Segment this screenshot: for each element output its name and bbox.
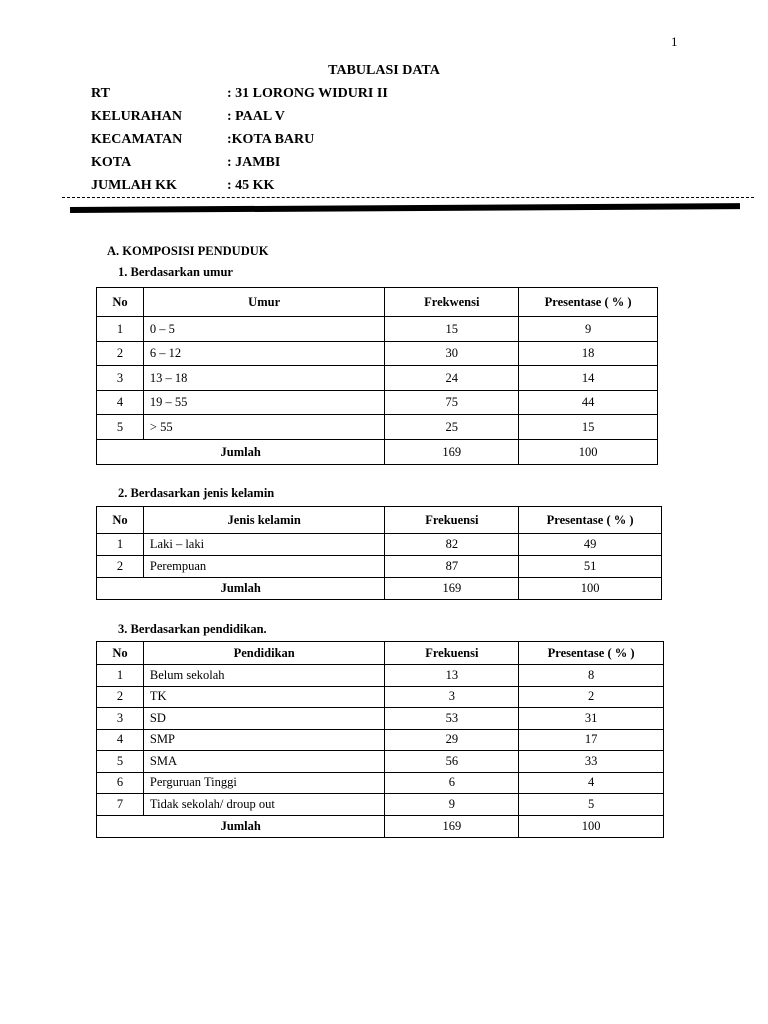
cell: 53 — [385, 708, 519, 730]
cell: 2 — [97, 342, 144, 366]
age-table — [96, 287, 658, 465]
cell: 18 — [519, 342, 658, 366]
cell: 24 — [385, 366, 519, 391]
table-row — [97, 317, 658, 342]
table-row — [97, 686, 664, 708]
info-value: :KOTA BARU — [227, 132, 315, 147]
header-cell: Frekuensi — [385, 642, 519, 665]
total-percent: 100 — [519, 440, 658, 465]
info-value: : PAAL V — [227, 109, 285, 124]
gender-table — [96, 506, 662, 600]
total-row — [97, 815, 664, 837]
total-label: Jumlah — [97, 440, 385, 465]
table-row — [97, 708, 664, 730]
header-cell: Umur — [143, 288, 384, 317]
cell: 9 — [385, 794, 519, 816]
cell: 2 — [519, 686, 664, 708]
cell: 14 — [519, 366, 658, 391]
table-row — [97, 556, 662, 578]
cell: Laki – laki — [143, 534, 385, 556]
info-label: RT — [91, 86, 110, 101]
header-cell: Frekuensi — [385, 507, 519, 534]
table2-caption: 2. Berdasarkan jenis kelamin — [118, 486, 275, 500]
table-header-row — [97, 288, 658, 317]
cell: 49 — [519, 534, 662, 556]
cell: 4 — [519, 772, 664, 794]
total-label: Jumlah — [97, 578, 385, 600]
header-cell: Frekwensi — [385, 288, 519, 317]
education-table — [96, 641, 664, 838]
table-row — [97, 342, 658, 366]
cell: 56 — [385, 751, 519, 773]
info-label: KELURAHAN — [91, 109, 183, 124]
cell: 0 – 5 — [143, 317, 384, 342]
info-label: KECAMATAN — [91, 132, 183, 147]
cell: 1 — [97, 317, 144, 342]
info-value: : JAMBI — [227, 155, 281, 170]
info-row-kelurahan — [91, 109, 285, 125]
cell: 33 — [519, 751, 664, 773]
total-percent: 100 — [519, 815, 664, 837]
header-cell: Presentase ( % ) — [519, 642, 664, 665]
total-frequency: 169 — [385, 440, 519, 465]
table1-caption: 1. Berdasarkan umur — [118, 265, 233, 279]
table-header-row — [97, 642, 664, 665]
cell: 1 — [97, 534, 144, 556]
header-cell: No — [97, 642, 144, 665]
info-label: KOTA — [91, 155, 132, 170]
cell: 6 — [385, 772, 519, 794]
cell: 19 – 55 — [143, 391, 384, 415]
cell: SD — [143, 708, 385, 730]
cell: Perguruan Tinggi — [143, 772, 385, 794]
cell: 4 — [97, 391, 144, 415]
header-cell: Presentase ( % ) — [519, 507, 662, 534]
dashed-divider — [62, 197, 754, 198]
info-value: : 31 LORONG WIDURI II — [227, 86, 388, 101]
cell: 6 — [97, 772, 144, 794]
cell: 25 — [385, 415, 519, 440]
cell: > 55 — [143, 415, 384, 440]
cell: TK — [143, 686, 385, 708]
cell: 5 — [519, 794, 664, 816]
cell: 15 — [385, 317, 519, 342]
cell: 44 — [519, 391, 658, 415]
cell: 4 — [97, 729, 144, 751]
cell: 82 — [385, 534, 519, 556]
header-cell: Presentase ( % ) — [519, 288, 658, 317]
header-cell: Jenis kelamin — [143, 507, 385, 534]
table-row — [97, 391, 658, 415]
cell: 1 — [97, 665, 144, 687]
table-row — [97, 366, 658, 391]
table3-caption: 3. Berdasarkan pendidikan. — [118, 622, 267, 636]
info-row-jumlah-kk — [91, 178, 274, 194]
cell: Tidak sekolah/ droup out — [143, 794, 385, 816]
cell: Belum sekolah — [143, 665, 385, 687]
cell: 13 — [385, 665, 519, 687]
total-row — [97, 440, 658, 465]
header-cell: No — [97, 507, 144, 534]
total-percent: 100 — [519, 578, 662, 600]
cell: 13 – 18 — [143, 366, 384, 391]
info-row-kecamatan — [91, 132, 314, 148]
cell: 5 — [97, 415, 144, 440]
cell: 51 — [519, 556, 662, 578]
table-row — [97, 534, 662, 556]
cell: 5 — [97, 751, 144, 773]
cell: 3 — [385, 686, 519, 708]
cell: 8 — [519, 665, 664, 687]
cell: Perempuan — [143, 556, 385, 578]
cell: 30 — [385, 342, 519, 366]
info-row-kota — [91, 155, 280, 171]
cell: 29 — [385, 729, 519, 751]
total-row — [97, 578, 662, 600]
cell: 75 — [385, 391, 519, 415]
table-header-row — [97, 507, 662, 534]
table-row — [97, 415, 658, 440]
total-frequency: 169 — [385, 578, 519, 600]
cell: 31 — [519, 708, 664, 730]
cell: SMP — [143, 729, 385, 751]
cell: 3 — [97, 366, 144, 391]
cell: 17 — [519, 729, 664, 751]
table-row — [97, 729, 664, 751]
cell: 2 — [97, 556, 144, 578]
total-label: Jumlah — [97, 815, 385, 837]
thick-divider — [70, 203, 740, 213]
cell: 2 — [97, 686, 144, 708]
page-number: 1 — [671, 34, 678, 49]
section-heading: A. KOMPOSISI PENDUDUK — [107, 244, 269, 258]
header-cell: Pendidikan — [143, 642, 385, 665]
cell: 9 — [519, 317, 658, 342]
cell: SMA — [143, 751, 385, 773]
table-row — [97, 772, 664, 794]
cell: 7 — [97, 794, 144, 816]
header-cell: No — [97, 288, 144, 317]
cell: 87 — [385, 556, 519, 578]
info-row-rt — [91, 86, 388, 102]
cell: 3 — [97, 708, 144, 730]
info-value: : 45 KK — [227, 178, 275, 193]
table-row — [97, 794, 664, 816]
page-title: TABULASI DATA — [328, 63, 440, 78]
info-label: JUMLAH KK — [91, 178, 177, 193]
total-frequency: 169 — [385, 815, 519, 837]
table-row — [97, 665, 664, 687]
table-row — [97, 751, 664, 773]
cell: 15 — [519, 415, 658, 440]
cell: 6 – 12 — [143, 342, 384, 366]
